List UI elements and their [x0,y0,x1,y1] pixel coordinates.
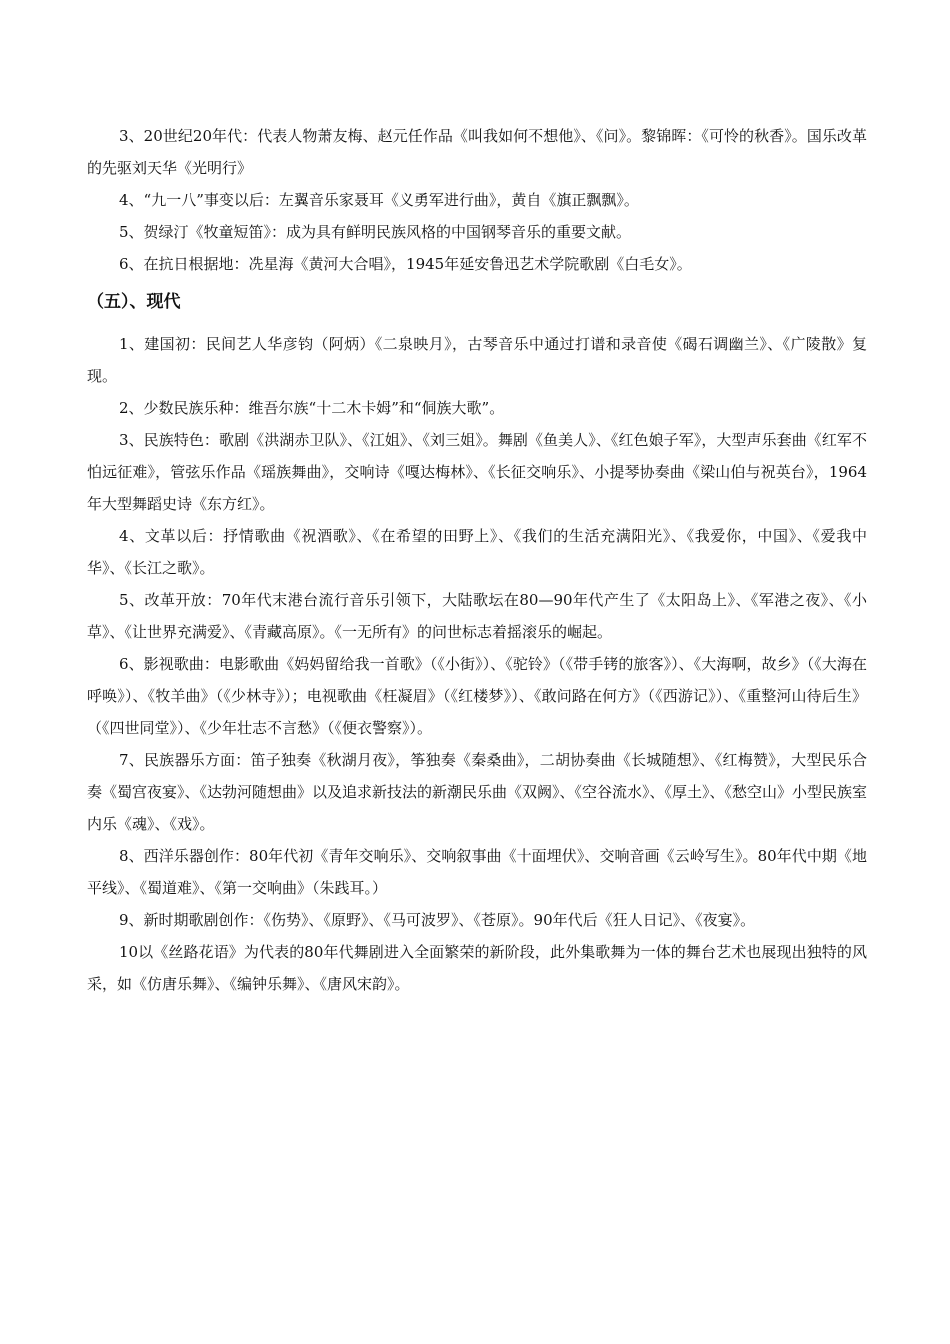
paragraph-contemporary-5: 5、改革开放：70年代末港台流行音乐引领下，大陆歌坛在80—90年代产生了《太阳岛上》、《军港之夜》、《小草》、《让世界充满爱》、《青藏高原》。《一无所有》的问世标志着摇滚乐的崛起。 [87,591,867,641]
paragraph-contemporary-10: 10以《丝路花语》为代表的80年代舞剧进入全面繁荣的新阶段，此外集歌舞为一体的舞台艺术也展现出独特的风采，如《仿唐乐舞》、《编钟乐舞》、《唐风宋韵》。 [87,943,867,993]
paragraph-modern-era-5: 5、贺绿汀《牧童短笛》：成为具有鲜明民族风格的中国钢琴音乐的重要文献。 [119,223,632,241]
paragraph-contemporary-9: 9、新时期歌剧创作：《伤势》、《原野》、《马可波罗》、《苍原》。90年代后《狂人日记》、《夜宴》。 [119,911,756,929]
paragraph-contemporary-2: 2、少数民族乐种：维吾尔族“十二木卡姆”和“侗族大歌”。 [119,399,505,417]
paragraph-contemporary-1: 1、建国初：民间艺人华彦钧（阿炳）《二泉映月》，古琴音乐中通过打谱和录音使《碣石调幽兰》、《广陵散》复现。 [87,335,867,385]
paragraph-contemporary-4: 4、文革以后：抒情歌曲《祝酒歌》、《在希望的田野上》、《我们的生活充满阳光》、《我爱你，中国》、《爱我中华》、《长江之歌》。 [87,527,867,577]
paragraph-contemporary-7: 7、民族器乐方面：笛子独奏《秋湖月夜》，筝独奏《秦桑曲》，二胡协奏曲《长城随想》、《红梅赞》，大型民乐合奏《蜀宫夜宴》、《达勃河随想曲》以及追求新技法的新潮民乐曲《双阙》、《空谷流水》、《厚土》、《愁空山》小型民族室内乐《魂》、《戏》。 [87,751,868,833]
paragraph-modern-era-4: 4、“九一八”事变以后：左翼音乐家聂耳《义勇军进行曲》，黄自《旗正飘飘》。 [119,191,639,209]
paragraph-modern-era-3: 3、20世纪20年代：代表人物萧友梅、赵元任作品《叫我如何不想他》、《问》。黎锦晖：《可怜的秋香》。国乐改革的先驱刘天华《光明行》 [87,127,867,177]
section-title-contemporary: （五）、现代 [87,292,181,312]
document-page [87,120,867,1000]
paragraph-modern-era-6: 6、在抗日根据地：冼星海《黄河大合唱》，1945年延安鲁迅艺术学院歌剧《白毛女》。 [119,255,692,273]
paragraph-contemporary-6: 6、影视歌曲：电影歌曲《妈妈留给我一首歌》（《小街》）、《驼铃》（《带手铐的旅客》）、《大海啊，故乡》（《大海在呼唤》）、《牧羊曲》（《少林寺》）；电视歌曲《枉凝眉》（《红楼梦》）、《敢问路在何方》（《西游记》）、《重整河山待后生》（《四世同堂》）、《少年壮志不言愁》（《便衣警察》）。 [87,655,867,737]
paragraph-contemporary-3: 3、民族特色：歌剧《洪湖赤卫队》、《江姐》、《刘三姐》。舞剧《鱼美人》、《红色娘子军》，大型声乐套曲《红军不怕远征难》，管弦乐作品《瑶族舞曲》，交响诗《嘎达梅林》、《长征交响乐》、小提琴协奏曲《梁山伯与祝英台》，1964年大型舞蹈史诗《东方红》。 [87,431,867,513]
paragraph-contemporary-8: 8、西洋乐器创作：80年代初《青年交响乐》、交响叙事曲《十面埋伏》、交响音画《云岭写生》。80年代中期《地平线》、《蜀道难》、《第一交响曲》（朱践耳。） [87,847,867,897]
